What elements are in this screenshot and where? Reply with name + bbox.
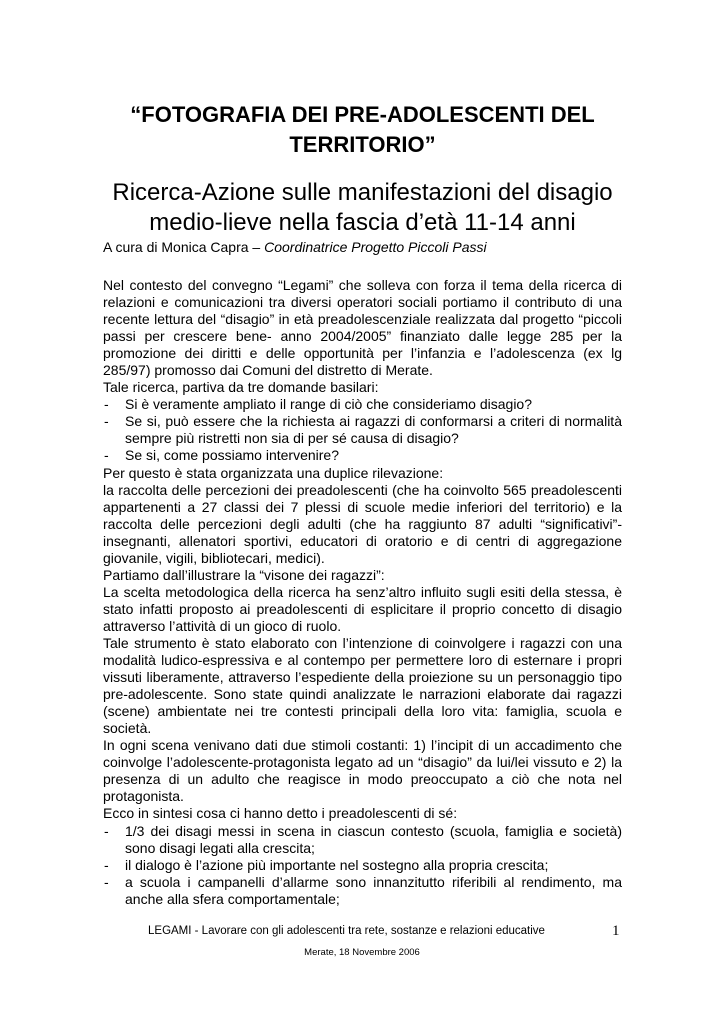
document-subtitle: Ricerca-Azione sulle manifestazioni del disagio medio-lieve nella fascia d’età 11-14 anni [112, 179, 613, 236]
paragraph-context: Nel contesto del convegno “Legami” che solleva con forza il tema della ricerca di relazioni e comunicazioni tra diversi operatori sociali portiamo il contributo di una recente lettura del “disagio” in età preadolescenziale realizzata dal progetto “piccoli passi per crescere bene- anno 2004/2005” finanziato dalle legge 285 per la promozione dei diritti e delle opportunità per l’infanzia e l’adolescenza (ex lg 285/97) promosso dai Comuni del distretto di Merate. [103, 277, 622, 379]
byline-role: Coordinatrice Progetto Piccoli Passi [264, 239, 487, 255]
footer-text: LEGAMI - Lavorare con gli adolescenti tra rete, sostanze e relazioni educative [148, 925, 545, 937]
document-page [103, 100, 622, 908]
byline-author: A cura di Monica Capra – [103, 239, 265, 255]
paragraph-survey-detail: la raccolta delle percezioni dei preadolescenti (che ha coinvolto 565 preadolescenti appartenenti a 27 classi dei 7 plessi di scuole medie inferiori del territorio) e la raccolta delle percezioni degli adulti (che ha raggiunto 87 adulti “significativi”- insegnanti, allenatori sportivi, educatori di oratorio e di centri di aggregazione giovanile, vigili, bibliotecari, medici). [103, 481, 622, 566]
paragraph-vision-intro: Partiamo dall’illustrare la “visone dei ragazzi”: [103, 566, 385, 583]
list-item: - 1/3 dei disagi messi in scena in ciascun contesto (scuola, famiglia e società) sono disagi legati alla crescita; [103, 823, 622, 857]
list-item: - Se si, può essere che la richiesta ai ragazzi di conformarsi a criteri di normalità sempre più ristretti non sia di per sé causa di disagio? [103, 413, 622, 447]
paragraph-questions-intro: Tale ricerca, partiva da tre domande basilari: [103, 379, 379, 396]
paragraph-survey: Per questo è stata organizzata una duplice rilevazione: [103, 464, 444, 481]
questions-list [103, 396, 622, 464]
document-title: “FOTOGRAFIA DEI PRE-ADOLESCENTI DEL TERRITORIO” [130, 102, 595, 157]
list-item: - a scuola i campanelli d’allarme sono innanzitutto riferibili al rendimento, ma anche alla sfera comportamentale; [103, 874, 622, 908]
paragraph-instrument: Tale strumento è stato elaborato con l’intenzione di coinvolgere i ragazzi con una modalità ludico-espressiva e al contempo per permettere loro di esternare i propri vissuti liberamente, attraverso l’espediente della proiezione su un personaggio tipo pre-adolescente. Sono state quindi analizzate le narrazioni elaborate dai ragazzi (scene) ambientate nei tre contesti principali della loro vita: famiglia, scuola e società. [103, 634, 622, 737]
footer-date: Merate, 18 Novembre 2006 [304, 947, 420, 958]
document-body [103, 277, 622, 908]
list-item: - Se si, come possiamo intervenire? [103, 447, 622, 464]
byline [103, 239, 622, 256]
list-item: - il dialogo è l’azione più importante nel sostegno alla propria crescita; [103, 857, 622, 874]
page-number: 1 [612, 923, 620, 939]
paragraph-stimuli: In ogni scena venivano dati due stimoli costanti: 1) l’incipit di un accadimento che coinvolge l’adolescente-protagonista legato ad un “disagio” da lui/lei vissuto e 2) la presenza di un adulto che reagisce in modo preoccupato a ciò che nota nel protagonista. [103, 737, 622, 805]
findings-list [103, 823, 622, 908]
paragraph-methodology: La scelta metodologica della ricerca ha senz’altro influito sugli esiti della stessa, è stato infatti proposto ai preadolescenti di esplicitare il proprio concetto di disagio attraverso l’attività di un gioco di ruolo. [103, 583, 622, 634]
list-item: - Si è veramente ampliato il range di ciò che consideriamo disagio? [103, 396, 622, 413]
paragraph-findings-intro: Ecco in sintesi cosa ci hanno detto i preadolescenti di sé: [103, 805, 458, 822]
